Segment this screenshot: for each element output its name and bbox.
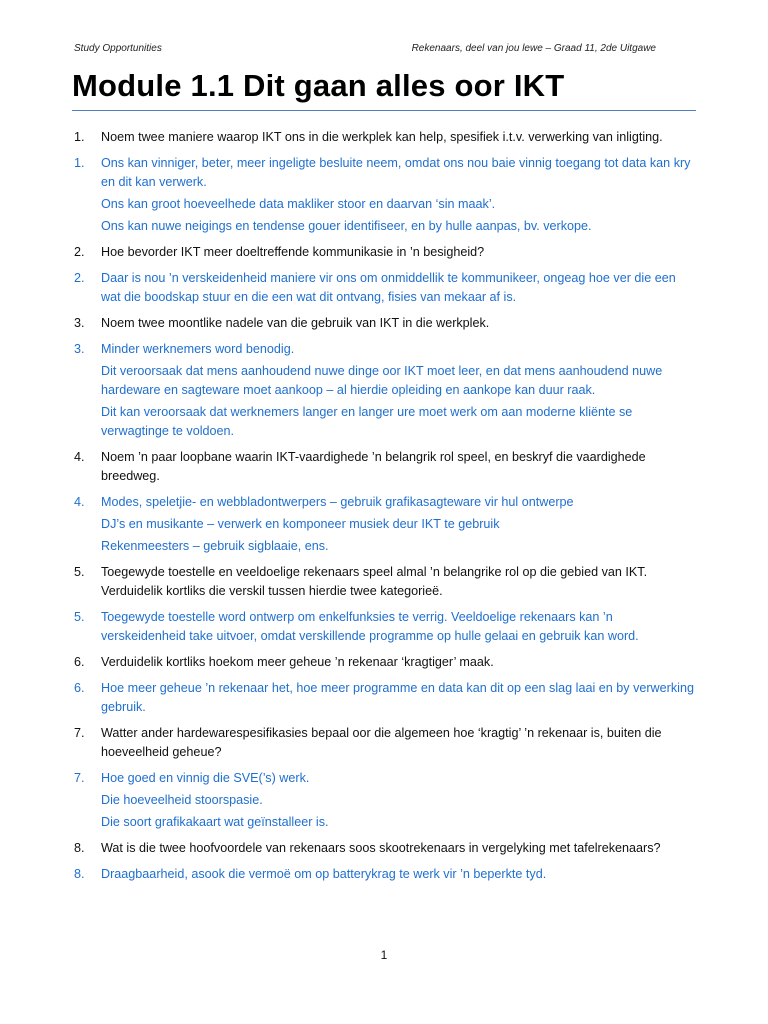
answer-text bbox=[101, 269, 696, 307]
question-number: 2. bbox=[74, 245, 85, 259]
question-line: Noem twee moontlike nadele van die gebruik van IKT in die werkplek. bbox=[101, 316, 490, 330]
question-text bbox=[101, 724, 696, 762]
title-divider bbox=[72, 110, 696, 111]
answer-item bbox=[74, 269, 696, 307]
question-line: Toegewyde toestelle en veeldoelige rekenaars speel almal ’n belangrike rol op die gebied van IKT. Verduidelik kortliks die verskil tussen hierdie twee kategorieë. bbox=[101, 565, 648, 598]
answer-item bbox=[74, 769, 696, 832]
answer-line: Daar is nou ’n verskeidenheid maniere vir ons om onmiddellik te kommunikeer, ongeag hoe ver die een wat die boodskap stuur en die een wat dit ontvang, fisies van mekaar af is. bbox=[101, 271, 676, 304]
question-text bbox=[101, 563, 696, 601]
answer-line: Modes, speletjie- en webbladontwerpers – gebruik grafikasagteware vir hul ontwerpe bbox=[101, 495, 574, 509]
question-line: Hoe bevorder IKT meer doeltreffende kommunikasie in ’n besigheid? bbox=[101, 245, 485, 259]
question-line: Verduidelik kortliks hoekom meer geheue ’n rekenaar ‘kragtiger’ maak. bbox=[101, 655, 494, 669]
answer-item bbox=[74, 865, 696, 884]
answer-item bbox=[74, 340, 696, 441]
question-item bbox=[74, 724, 696, 762]
question-number: 5. bbox=[74, 565, 85, 579]
question-number: 1. bbox=[74, 130, 85, 144]
page-number: 1 bbox=[380, 948, 388, 962]
answer-item bbox=[74, 154, 696, 236]
answer-line: Ons kan vinniger, beter, meer ingeligte besluite neem, omdat ons nou baie vinnig toegang tot data kan kry en dit kan verwerk. bbox=[101, 156, 691, 189]
question-item bbox=[74, 243, 696, 262]
answer-line: DJ’s en musikante – verwerk en komponeer musiek deur IKT te gebruik bbox=[101, 517, 500, 531]
answer-text bbox=[101, 154, 696, 236]
answer-line: Dit veroorsaak dat mens aanhoudend nuwe dinge oor IKT moet leer, en dat mens aanhoudend nuwe hardeware en sagteware moet aankoop – al hierdie opleiding en aankope kan duur raak. bbox=[101, 364, 663, 397]
question-text bbox=[101, 314, 696, 333]
answer-line: Die hoeveelheid stoorspasie. bbox=[101, 793, 263, 807]
question-item bbox=[74, 653, 696, 672]
question-number: 3. bbox=[74, 316, 85, 330]
answer-number: 4. bbox=[74, 495, 85, 509]
answer-line: Rekenmeesters – gebruik sigblaaie, ens. bbox=[101, 539, 329, 553]
question-number: 7. bbox=[74, 726, 85, 740]
answer-number: 3. bbox=[74, 342, 85, 356]
answer-line: Die soort grafikakaart wat geïnstalleer is. bbox=[101, 815, 329, 829]
question-answer-list bbox=[74, 128, 696, 891]
question-text bbox=[101, 653, 696, 672]
answer-number: 7. bbox=[74, 771, 85, 785]
answer-text bbox=[101, 679, 696, 717]
question-item bbox=[74, 448, 696, 486]
answer-line: Hoe meer geheue ’n rekenaar het, hoe meer programme en data kan dit op een slag laai en by verwerking gebruik. bbox=[101, 681, 694, 714]
question-text bbox=[101, 128, 696, 147]
answer-number: 8. bbox=[74, 867, 85, 881]
answer-text bbox=[101, 608, 696, 646]
answer-line: Draagbaarheid, asook die vermoë om op batterykrag te werk vir ’n beperkte tyd. bbox=[101, 867, 547, 881]
question-number: 6. bbox=[74, 655, 85, 669]
answer-line: Hoe goed en vinnig die SVE(’s) werk. bbox=[101, 771, 310, 785]
question-item bbox=[74, 839, 696, 858]
answer-item bbox=[74, 679, 696, 717]
question-item bbox=[74, 128, 696, 147]
question-line: Noem twee maniere waarop IKT ons in die werkplek kan help, spesifiek i.t.v. verwerking van inligting. bbox=[101, 130, 663, 144]
question-item bbox=[74, 314, 696, 333]
answer-item bbox=[74, 608, 696, 646]
question-number: 8. bbox=[74, 841, 85, 855]
answer-item bbox=[74, 493, 696, 556]
question-text bbox=[101, 839, 696, 858]
answer-line: Dit kan veroorsaak dat werknemers langer en langer ure moet werk om aan moderne kliënte se verwagtinge te voldoen. bbox=[101, 405, 633, 438]
answer-line: Minder werknemers word benodig. bbox=[101, 342, 295, 356]
question-number: 4. bbox=[74, 450, 85, 464]
question-text bbox=[101, 243, 696, 262]
header-right: Rekenaars, deel van jou lewe – Graad 11, 2de Uitgawe bbox=[411, 43, 656, 54]
question-line: Wat is die twee hoofvoordele van rekenaars soos skootrekenaars in vergelyking met tafelrekenaars? bbox=[101, 841, 661, 855]
answer-line: Toegewyde toestelle word ontwerp om enkelfunksies te verrig. Veeldoelige rekenaars kan ’n verskeidenheid take uitvoer, omdat verskillende programme op hulle gelaai en gebruik kan word. bbox=[101, 610, 639, 643]
answer-text bbox=[101, 769, 696, 832]
answer-line: Ons kan groot hoeveelhede data makliker stoor en daarvan ‘sin maak’. bbox=[101, 197, 496, 211]
answer-text bbox=[101, 493, 696, 556]
answer-number: 2. bbox=[74, 271, 85, 285]
answer-number: 1. bbox=[74, 156, 85, 170]
answer-number: 5. bbox=[74, 610, 85, 624]
question-line: Watter ander hardewarespesifikasies bepaal oor die algemeen hoe ‘kragtig’ ’n rekenaar is, buiten die hoeveelheid geheue? bbox=[101, 726, 662, 759]
answer-text bbox=[101, 340, 696, 441]
answer-line: Ons kan nuwe neigings en tendense gouer identifiseer, en by hulle aanpas, bv. verkope. bbox=[101, 219, 592, 233]
question-line: Noem ’n paar loopbane waarin IKT-vaardighede ’n belangrik rol speel, en beskryf die vaardighede breedweg. bbox=[101, 450, 646, 483]
question-item bbox=[74, 563, 696, 601]
header-left: Study Opportunities bbox=[74, 43, 162, 54]
answer-text bbox=[101, 865, 696, 884]
answer-number: 6. bbox=[74, 681, 85, 695]
page-title: Module 1.1 Dit gaan alles oor IKT bbox=[72, 68, 565, 103]
question-text bbox=[101, 448, 696, 486]
